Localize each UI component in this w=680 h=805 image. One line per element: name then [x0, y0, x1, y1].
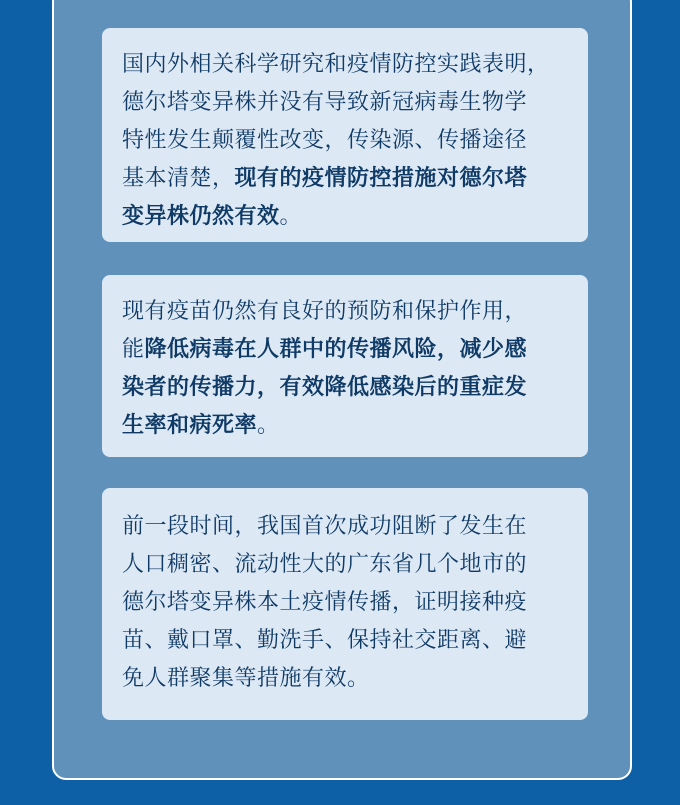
text-run: 苗、戴口罩、勤洗手、保持社交距离、避	[122, 628, 528, 653]
card-2-line-3	[122, 369, 568, 407]
text-run: 前一段时间，我国首次成功阻断了发生在	[122, 514, 528, 539]
text-run: 国内外相关科学研究和疫情防控实践表明，	[122, 52, 550, 77]
text-run: 特性发生颠覆性改变，传染源、传播途径	[122, 128, 528, 153]
text-run: 能	[122, 337, 145, 362]
card-2-line-2	[122, 331, 568, 369]
card-3-line-5	[122, 660, 568, 698]
card-3-line-1	[122, 508, 568, 546]
card-1-line-3	[122, 122, 568, 160]
card-3-line-2	[122, 546, 568, 584]
info-card-1	[102, 28, 588, 242]
bold-text-run: 降低病毒在人群中的传播风险，减少感	[144, 337, 528, 362]
bold-text-run: 染者的传播力，有效降低感染后的重症发	[122, 375, 528, 400]
card-2-text	[122, 293, 568, 445]
card-1-line-4	[122, 160, 568, 198]
card-2-line-4	[122, 407, 568, 445]
bold-text-run: 变异株仍然有效	[122, 204, 280, 229]
text-run: 。	[257, 413, 280, 438]
card-3-line-4	[122, 622, 568, 660]
card-1-line-5	[122, 198, 568, 236]
text-run: 德尔塔变异株本土疫情传播，证明接种疫	[122, 590, 528, 615]
card-1-line-1	[122, 46, 568, 84]
bold-text-run: 现有的疫情防控措施对德尔塔	[234, 166, 528, 191]
card-2-line-1	[122, 293, 568, 331]
card-1-text	[122, 46, 568, 236]
info-card-2	[102, 275, 588, 457]
text-run: 免人群聚集等措施有效。	[122, 666, 370, 691]
text-run: 。	[279, 204, 303, 229]
card-3-text	[122, 508, 568, 698]
info-card-3	[102, 488, 588, 720]
card-1-line-2	[122, 84, 568, 122]
text-run: 现有疫苗仍然有良好的预防和保护作用，	[122, 299, 528, 324]
text-run: 德尔塔变异株并没有导致新冠病毒生物学	[122, 90, 528, 115]
text-run: 人口稠密、流动性大的广东省几个地市的	[122, 552, 528, 577]
card-3-line-3	[122, 584, 568, 622]
text-run: 基本清楚，	[122, 166, 235, 191]
bold-text-run: 生率和病死率	[122, 413, 258, 438]
